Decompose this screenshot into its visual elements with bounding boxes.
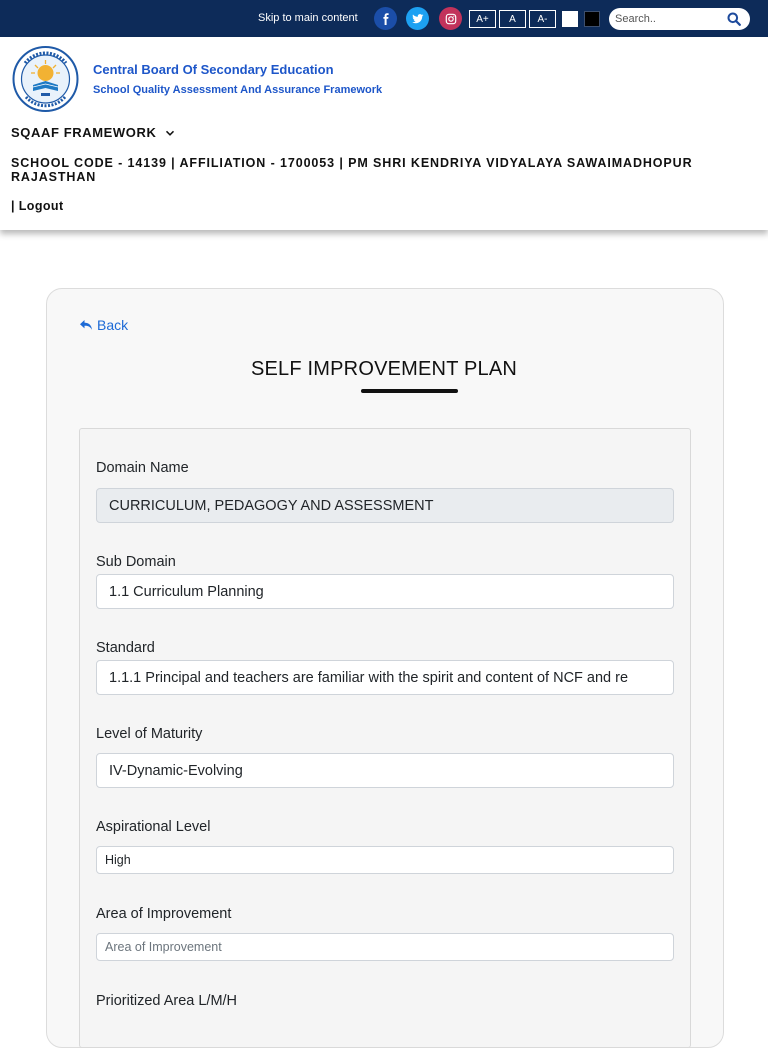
back-label: Back (97, 317, 129, 333)
font-increase-button[interactable]: A+ (469, 10, 496, 28)
search-box (609, 8, 750, 30)
domain-name-label: Domain Name (96, 460, 189, 476)
instagram-icon[interactable] (439, 7, 462, 30)
search-input[interactable] (615, 10, 723, 28)
skip-to-main-link[interactable]: Skip to main content (258, 12, 358, 24)
standard-label: Standard (96, 640, 155, 656)
area-of-improvement-label: Area of Improvement (96, 906, 232, 922)
org-name: Central Board Of Secondary Education (93, 62, 334, 77)
facebook-icon[interactable] (374, 7, 397, 30)
sqaaf-framework-menu[interactable] (11, 125, 175, 140)
page-title: SELF IMPROVEMENT PLAN (250, 358, 518, 380)
menu-label: SQAAF FRAMEWORK (11, 125, 157, 140)
twitter-icon[interactable] (406, 7, 429, 30)
aspirational-level-label: Aspirational Level (96, 819, 211, 835)
org-subtitle: School Quality Assessment And Assurance Framework (93, 84, 383, 96)
aspirational-level-field[interactable] (96, 846, 674, 874)
cbse-logo-icon[interactable] (11, 43, 80, 119)
font-normal-button[interactable]: A (499, 10, 526, 28)
title-underline (361, 389, 458, 393)
maturity-level-label: Level of Maturity (96, 726, 203, 742)
sub-domain-label: Sub Domain (96, 554, 176, 570)
prioritized-area-label: Prioritized Area L/M/H (96, 993, 238, 1009)
site-header (0, 37, 768, 230)
light-theme-button[interactable] (562, 11, 578, 27)
maturity-level-field[interactable] (96, 753, 674, 788)
sub-domain-field[interactable] (96, 574, 674, 609)
logout-link[interactable]: | Logout (11, 199, 64, 213)
back-link[interactable] (79, 317, 128, 333)
reply-arrow-icon (79, 319, 93, 331)
area-of-improvement-field[interactable] (96, 933, 674, 961)
dark-theme-button[interactable] (584, 11, 600, 27)
font-decrease-button[interactable]: A- (529, 10, 556, 28)
top-utility-bar (0, 0, 768, 37)
domain-name-field (96, 488, 674, 523)
school-info: SCHOOL CODE - 14139 | AFFILIATION - 1700053 | PM SHRI KENDRIYA VIDYALAYA SAWAIMADHOPUR RAJASTHAN (11, 156, 693, 184)
standard-field[interactable] (96, 660, 674, 695)
search-icon[interactable] (727, 12, 741, 26)
chevron-down-icon (165, 128, 175, 138)
